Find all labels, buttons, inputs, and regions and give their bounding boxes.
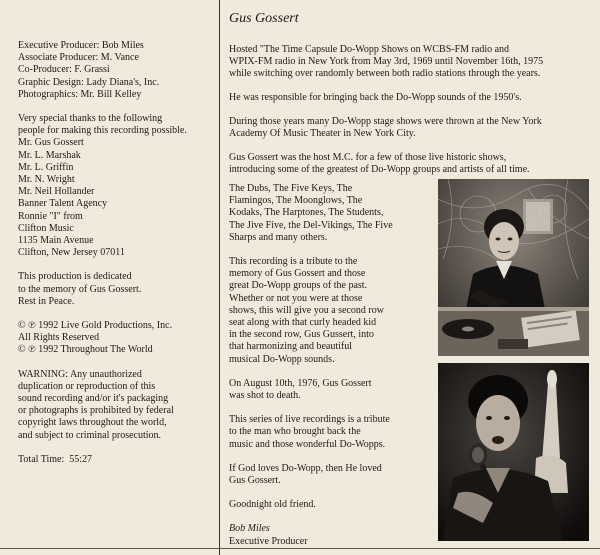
photographics-credit: Photographics: Mr. Bill Kelley — [18, 88, 142, 100]
total-time-value: 55:27 — [69, 453, 93, 465]
executive-producer-credit: Executive Producer: Bob Miles — [18, 40, 144, 51]
paragraph-line: great Do-Wopp groups of the past. — [229, 280, 368, 292]
warning-line: or photographs is prohibited by federal — [18, 405, 174, 417]
thanks-line: Ronnie "I" from — [18, 210, 83, 222]
thanks-line: Mr. Gus Gossert — [18, 137, 84, 149]
paragraph-line: musical Do-Wopp sounds. — [229, 353, 335, 365]
paragraph-line: memory of Gus Gossert and those — [229, 268, 366, 280]
paragraph-line: Sharps and many others. — [229, 231, 328, 243]
paragraph-line: During those years many Do-Wopp stage shows were thrown at the New York — [229, 116, 542, 127]
warning-line: and subject to criminal prosecution. — [18, 429, 162, 441]
warning-line: duplication or reproduction of this — [18, 380, 156, 392]
responsible-paragraph — [229, 92, 589, 104]
singer-microphone-photo — [438, 363, 589, 541]
signature-title: Executive Producer — [229, 535, 308, 547]
warning-line: sound recording and/or it's packaging — [18, 393, 169, 405]
paragraph-line: music and those wonderful Do-Wopps. — [229, 438, 386, 450]
thanks-line: Mr. N. Wright — [18, 174, 75, 186]
paragraph-line: The Dubs, The Five Keys, The — [229, 183, 353, 194]
dedication-block — [18, 271, 214, 308]
copyright-line: All Rights Reserved — [18, 332, 100, 344]
dedication-line: This production is dedicated — [18, 271, 132, 283]
paragraph-line: to the man who brought back the — [229, 426, 361, 438]
paragraph-line: while switching over randomly between both radio stations through the years. — [229, 68, 541, 79]
article-lower-text — [229, 183, 434, 548]
signature-name: Bob Miles — [229, 523, 270, 535]
thanks-line: Banner Talent Agency — [18, 198, 108, 210]
article-title: Gus Gossert — [229, 11, 299, 26]
warning-line: copyright laws throughout the world, — [18, 417, 167, 429]
paragraph-line: Whether or not you were at those — [229, 292, 363, 304]
total-time — [18, 454, 214, 466]
thanks-line: 1135 Main Avenue — [18, 235, 94, 247]
column-divider — [219, 0, 220, 555]
paragraph-line: The Jive Five, the Del-Vikings, The Five — [229, 219, 393, 231]
paragraph-line: WPIX-FM radio in New York from May 3rd, 1969 until November 16th, 1975 — [229, 56, 544, 67]
signature — [229, 523, 434, 547]
paragraph-line: Kodaks, The Harptones, The Students, — [229, 207, 384, 219]
credits-column — [18, 40, 214, 466]
paragraph-line: was shot to death. — [229, 390, 301, 402]
graphic-design-credit: Graphic Design: Lady Diana's, Inc. — [18, 76, 160, 88]
dj-console-photo — [438, 179, 589, 356]
hosting-paragraph — [229, 44, 589, 80]
loves-paragraph — [229, 463, 434, 487]
thanks-line: Mr. L. Marshak — [18, 149, 81, 161]
death-paragraph — [229, 378, 434, 402]
paragraph-line: Gus Gossert was the host M.C. for a few of those live historic shows, — [229, 152, 507, 163]
co-producer-credit: Co-Producer: F. Grassi — [18, 64, 110, 76]
paragraph-line: Gus Gossert. — [229, 475, 281, 487]
host-paragraph — [229, 152, 589, 176]
thanks-line: Mr. L. Griffin — [18, 161, 74, 173]
associate-producer-credit: Associate Producer: M. Vance — [18, 52, 139, 64]
bottom-rule — [0, 548, 600, 549]
paragraph-line: This series of live recordings is a tribute — [229, 414, 390, 426]
thanks-line: Clifton, New Jersey 07011 — [18, 247, 125, 259]
series-paragraph — [229, 414, 434, 451]
paragraph-line: Academy Of Music Theater in New York City. — [229, 128, 416, 139]
goodnight-line: Goodnight old friend. — [229, 499, 316, 511]
paragraph-line: introducing some of the greatest of Do-Wopp groups and artists of all time. — [229, 164, 530, 175]
dedication-line: Rest in Peace. — [18, 295, 75, 307]
copyright-line: © ℗ 1992 Throughout The World — [18, 344, 153, 356]
paragraph-line: that harmonizing and beautiful — [229, 341, 353, 353]
paragraph-line: Hosted "The Time Capsule Do-Wopp Shows on WCBS-FM radio and — [229, 44, 510, 55]
paragraph-line: seat along with that curly headed kid — [229, 317, 377, 329]
paragraph-line: On August 10th, 1976, Gus Gossert — [229, 377, 372, 389]
paragraph-line: Flamingos, The Moonglows, The — [229, 195, 363, 207]
copyright-line: © ℗ 1992 Live Gold Productions, Inc. — [18, 320, 173, 332]
copyright-block — [18, 320, 214, 357]
tribute-paragraph — [229, 256, 434, 366]
total-time-label: Total Time: — [18, 453, 65, 465]
warning-line: WARNING: Any unauthorized — [18, 368, 142, 380]
article-column — [229, 10, 589, 188]
thanks-block — [18, 113, 214, 259]
thanks-line: Very special thanks to the following — [18, 113, 163, 125]
dedication-line: to the memory of Gus Gossert. — [18, 283, 142, 295]
thanks-line: Clifton Music — [18, 222, 74, 234]
paragraph-line: He was responsible for bringing back the Do-Wopp sounds of the 1950's. — [229, 92, 522, 103]
paragraph-line: in the second row, Gus Gussert, into — [229, 329, 374, 341]
paragraph-line: This recording is a tribute to the — [229, 256, 358, 268]
thanks-line: Mr. Neil Hollander — [18, 186, 95, 198]
groups-paragraph — [229, 183, 434, 244]
warning-block — [18, 369, 214, 442]
paragraph-line: shows, this will give you a second row — [229, 304, 384, 316]
stage-shows-paragraph — [229, 116, 589, 140]
thanks-line: people for making this recording possible. — [18, 125, 187, 137]
paragraph-line: If God loves Do-Wopp, then He loved — [229, 462, 382, 474]
